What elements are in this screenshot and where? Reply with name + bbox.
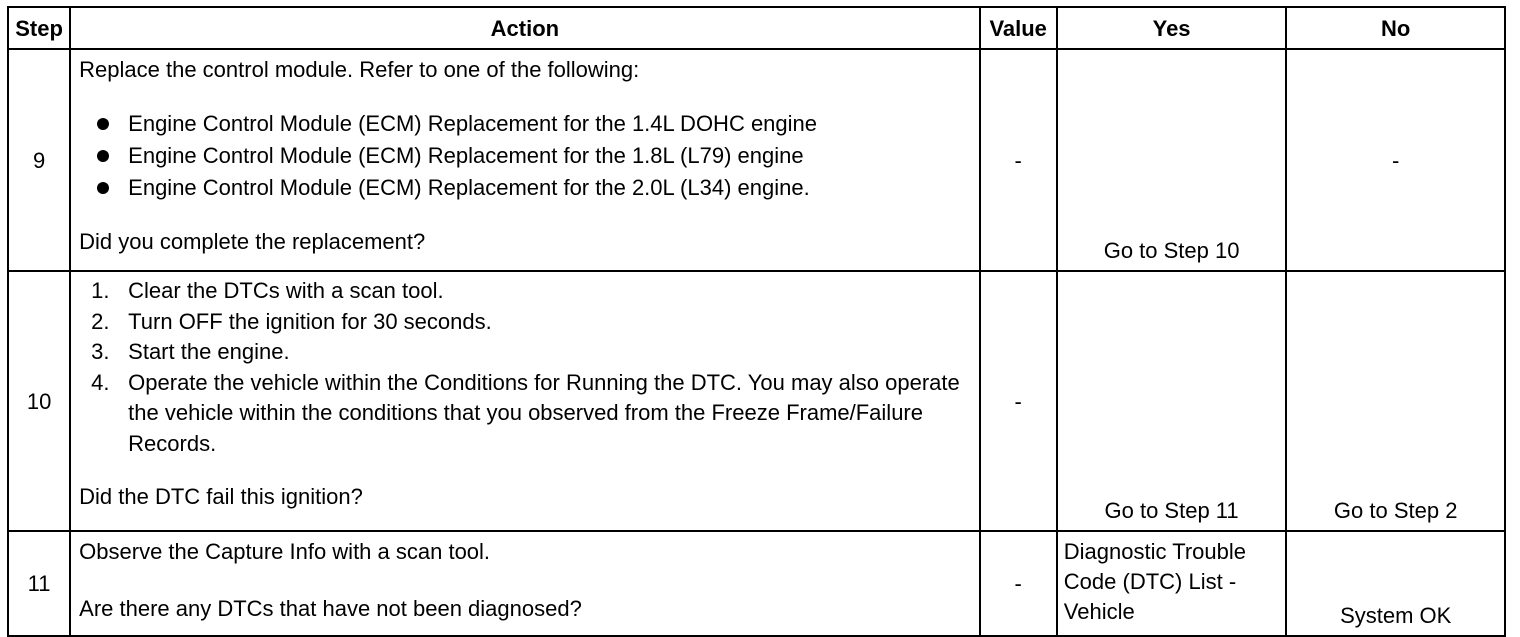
header-yes: Yes [1057, 7, 1287, 49]
header-action: Action [70, 7, 979, 49]
procedure-steps-list [79, 276, 972, 459]
list-item-text: Clear the DTCs with a scan tool. [128, 278, 444, 303]
action-question: Did the DTC fail this ignition? [79, 484, 363, 509]
action-intro: Replace the control module. Refer to one of the following: [79, 57, 640, 82]
list-item-number: 3. [91, 339, 110, 364]
header-no: No [1286, 7, 1505, 49]
list-item [91, 307, 972, 338]
header-step: Step [8, 7, 70, 49]
action-cell [70, 531, 979, 636]
step-number: 10 [8, 271, 70, 531]
step-number: 11 [8, 531, 70, 636]
header-value: Value [980, 7, 1057, 49]
list-item-text: Turn OFF the ignition for 30 seconds. [128, 308, 492, 334]
list-item-number: 2. [91, 308, 110, 334]
list-item [91, 276, 972, 307]
list-item [91, 368, 972, 460]
action-question: Are there any DTCs that have not been diagnosed? [79, 596, 582, 621]
diagnostic-steps-table [7, 6, 1506, 637]
no-cell: - [1286, 49, 1505, 271]
yes-cell: Diagnostic Trouble Code (DTC) List - Vehicle [1057, 531, 1287, 636]
value-cell: - [980, 271, 1057, 531]
action-intro: Observe the Capture Info with a scan tool. [79, 539, 491, 564]
bullet-icon [97, 150, 109, 162]
list-item [95, 172, 972, 204]
no-cell: Go to Step 2 [1286, 271, 1505, 531]
list-item-number: 4. [91, 369, 110, 395]
bullet-icon [97, 118, 109, 130]
yes-cell: Go to Step 10 [1057, 49, 1287, 271]
action-question: Did you complete the replacement? [79, 229, 426, 254]
value-cell: - [980, 531, 1057, 636]
replacement-options-list [79, 108, 972, 204]
step-number: 9 [8, 49, 70, 271]
table-row-step-9 [8, 49, 1505, 271]
list-item-text: Engine Control Module (ECM) Replacement for the 2.0L (L34) engine. [128, 175, 810, 200]
table-row-step-11 [8, 531, 1505, 636]
list-item-text: Start the engine. [128, 339, 290, 364]
list-item [95, 108, 972, 140]
no-cell: System OK [1286, 531, 1505, 636]
list-item-text: Engine Control Module (ECM) Replacement for the 1.4L DOHC engine [128, 111, 818, 136]
list-item-text: Engine Control Module (ECM) Replacement for the 1.8L (L79) engine [128, 143, 804, 168]
bullet-icon [97, 182, 109, 194]
list-item [91, 337, 972, 368]
action-cell [70, 49, 979, 271]
list-item-text: Operate the vehicle within the Conditions for Running the DTC. You may also operate the vehicle within the conditions that you observed from the Freeze Frame/Failure Records. [128, 369, 960, 456]
yes-cell: Go to Step 11 [1057, 271, 1287, 531]
diagnostic-table-container [7, 6, 1506, 637]
table-row-step-10 [8, 271, 1505, 531]
list-item-number: 1. [91, 278, 110, 303]
list-item [95, 140, 972, 172]
action-cell [70, 271, 979, 531]
table-header-row [8, 7, 1505, 49]
value-cell: - [980, 49, 1057, 271]
